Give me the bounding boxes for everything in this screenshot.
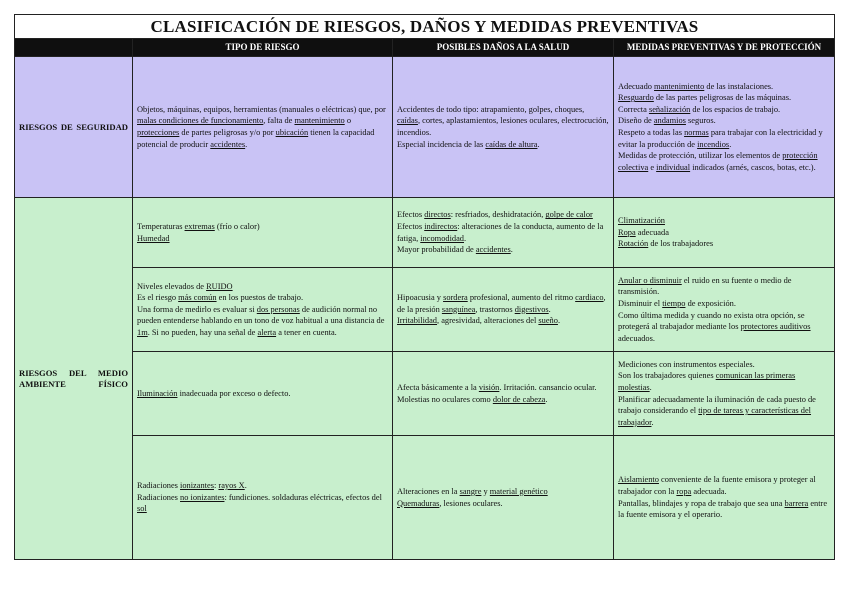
text: : resfriados, deshidratación, — [450, 210, 546, 220]
text-underlined: golpe de calor — [545, 210, 593, 220]
text: . — [548, 304, 551, 314]
text-underlined: accidentes — [210, 139, 246, 149]
text: Pantallas, blindajes y ropa de trabajo que sea una — [618, 498, 785, 508]
text: Accidentes de todo tipo: atrapamiento, golpes, choques, — [397, 104, 585, 114]
text: el ruido en su fuente o medio de transmisión. — [618, 275, 792, 297]
text: Como última medida y cuando no exista otra opción, se protegerá al trabajador mediante los — [618, 310, 805, 332]
text-underlined: Irritabilidad — [397, 316, 437, 326]
text-underlined: mantenimiento — [294, 116, 345, 126]
text-underlined: dos personas — [256, 304, 300, 314]
text: de los trabajadores — [648, 239, 714, 249]
text-underlined: Humedad — [137, 233, 170, 243]
text: indicados (arnés, cascos, botas, etc.). — [690, 162, 816, 172]
text: , falta de — [263, 116, 295, 126]
text: . — [244, 481, 247, 491]
text-underlined: 1m — [137, 327, 148, 337]
cell-medidas — [614, 436, 835, 560]
text: . — [651, 417, 654, 427]
header-blank — [15, 39, 133, 57]
text: a tener en cuenta. — [276, 327, 337, 337]
text: e — [648, 162, 657, 172]
text-underlined: accidentes — [475, 245, 511, 255]
text-underlined: Anular o disminuir — [618, 275, 682, 285]
cell-danos — [393, 436, 614, 560]
text: conveniente de la fuente emisora y proteger al trabajador con la — [618, 475, 816, 496]
text-underlined: sangre — [459, 486, 482, 496]
text: Radiaciones — [137, 492, 181, 502]
text: entre la fuente emisora y el operario. — [618, 498, 828, 520]
text: . — [245, 139, 248, 149]
text: Mediciones con instrumentos especiales. — [618, 359, 755, 369]
text: Correcta — [618, 104, 649, 114]
cell-tipo — [133, 198, 393, 268]
table-row — [15, 352, 835, 436]
header-danos: POSIBLES DAÑOS A LA SALUD — [393, 39, 614, 57]
table-title: CLASIFICACIÓN DE RIESGOS, DAÑOS Y MEDIDAS PREVENTIVAS — [15, 15, 835, 39]
category-ambiente: RIESGOS DEL MEDIO AMBIENTE FÍSICO — [15, 198, 133, 560]
text: adecuada. — [691, 486, 727, 496]
text: tienen la capacidad potencial de producir — [137, 128, 375, 149]
text: . — [510, 245, 513, 255]
category-seguridad: RIESGOS DE SEGURIDAD — [15, 57, 133, 198]
risk-classification-table — [14, 14, 835, 560]
text-underlined: ropa — [676, 486, 692, 496]
text: (frío o calor) — [214, 221, 260, 231]
table-row — [15, 57, 835, 198]
cell-tipo — [133, 268, 393, 352]
text: seguros. — [685, 116, 716, 126]
text-underlined: protectores auditivos — [740, 322, 811, 332]
text: Diseño de — [618, 116, 654, 126]
text: para trabajar con la electricidad y evitar la producción de — [618, 128, 823, 149]
text-underlined: malas condiciones de funcionamiento — [137, 116, 264, 126]
text: de las instalaciones. — [704, 81, 774, 91]
cell-danos — [393, 352, 614, 436]
text: Radiaciones — [137, 481, 181, 491]
text: Una forma de medirlo es evaluar si — [137, 304, 257, 314]
text: . — [545, 394, 548, 404]
cell-tipo — [133, 57, 393, 198]
text: . — [557, 316, 561, 326]
text-underlined: mantenimiento — [654, 81, 705, 91]
text: inadecuada por exceso o defecto. — [177, 388, 291, 398]
text-underlined: sordera — [443, 293, 468, 303]
text-underlined: tipo de tareas y características del trabajador — [618, 406, 812, 427]
text-underlined: sanguínea — [441, 304, 476, 314]
text: Hipoacusia y — [397, 293, 444, 303]
text: Niveles elevados de — [137, 281, 207, 291]
text: de exposición. — [685, 298, 736, 308]
cell-medidas — [614, 352, 835, 436]
text-underlined: sol — [137, 504, 147, 514]
text: profesional, aumento del ritmo — [467, 293, 576, 303]
text-underlined: digestivos — [514, 304, 549, 314]
cell-medidas — [614, 57, 835, 198]
text: Especial incidencia de las — [397, 139, 486, 149]
cell-medidas — [614, 268, 835, 352]
text-underlined: señalización — [648, 104, 691, 114]
text: Medidas de protección, utilizar los elementos de — [618, 151, 783, 161]
cell-medidas — [614, 198, 835, 268]
text: . — [537, 139, 540, 149]
text-underlined: RUIDO — [206, 281, 233, 291]
text-underlined: directos — [424, 210, 451, 220]
text: de partes peligrosas y/o por — [179, 128, 276, 137]
text: : — [214, 481, 219, 491]
text: Objetos, máquinas, equipos, herramientas (manuales o eléctricas) que, por — [137, 104, 386, 114]
text: . Si no pueden, hay una señal de — [147, 327, 258, 337]
text: Respeto a todas las — [618, 128, 685, 137]
text: o — [344, 116, 351, 126]
text-underlined: alerta — [257, 327, 277, 337]
text: de las partes peligrosas de las máquinas. — [653, 93, 792, 103]
text: en los puestos de trabajo. — [216, 293, 304, 303]
text-underlined: andamios — [653, 116, 686, 126]
text-underlined: Quemaduras — [397, 498, 440, 508]
text: . Irritación. cansancio ocular. — [499, 382, 597, 392]
text-underlined: visión — [478, 382, 500, 392]
text: Alteraciones en la — [397, 486, 460, 496]
text: , trastornos — [475, 304, 515, 314]
text-underlined: tiempo — [662, 298, 686, 308]
text-underlined: Climatización — [618, 216, 665, 226]
text: Efectos — [397, 210, 425, 220]
text: : alteraciones de la conducta, aumento de la fatiga, — [397, 221, 604, 243]
text-underlined: caídas — [397, 116, 418, 126]
text-underlined: Rotación — [618, 239, 649, 249]
text: de audición normal no pueden entenderse hablando en un tono de voz habitual a una distancia de — [137, 304, 385, 326]
text-underlined: Aislamiento — [618, 475, 659, 485]
text-underlined: indirectos — [424, 221, 458, 231]
text-underlined: incomodidad — [420, 233, 464, 243]
cell-tipo — [133, 436, 393, 560]
text-underlined: sueño — [538, 316, 558, 326]
text-underlined: incendios — [697, 139, 730, 149]
text: Son los trabajadores quienes — [618, 371, 716, 381]
header-medidas: MEDIDAS PREVENTIVAS Y DE PROTECCIÓN — [614, 39, 835, 57]
text: , lesiones oculares. — [439, 498, 503, 508]
text: Es el riesgo — [137, 293, 179, 303]
text-underlined: extremas — [184, 221, 215, 231]
text-underlined: protecciones — [137, 128, 180, 137]
text: , cortes, aplastamientos, lesiones oculares, electrocución, incendios. — [397, 116, 609, 137]
cell-danos — [393, 268, 614, 352]
text-underlined: Iluminación — [137, 388, 178, 398]
text: de los espacios de trabajo. — [690, 104, 781, 114]
text: . — [649, 382, 652, 392]
text-underlined: ubicación — [275, 128, 309, 137]
text-underlined: normas — [684, 128, 709, 137]
cell-danos — [393, 198, 614, 268]
text: . — [464, 233, 467, 243]
text: Temperaturas — [137, 221, 185, 231]
text: Disminuir el — [618, 298, 663, 308]
text-underlined: ionizantes — [180, 481, 214, 491]
text: : fundiciones. soldaduras eléctricas, efectos del — [224, 492, 382, 502]
text: adecuados. — [618, 333, 655, 343]
text-underlined: más común — [178, 293, 217, 303]
header-row — [15, 39, 835, 57]
header-tipo: TIPO DE RIESGO — [133, 39, 393, 57]
text-underlined: caídas de altura — [485, 139, 538, 149]
table-row — [15, 436, 835, 560]
text-underlined: individual — [656, 162, 691, 172]
text-underlined: comunican las primeras molestias — [618, 371, 796, 392]
text-underlined: Resguardo — [618, 93, 654, 103]
text: y — [481, 486, 490, 496]
text-underlined: no ionizantes — [180, 492, 225, 502]
text-underlined: protección colectiva — [618, 151, 818, 172]
text: Efectos — [397, 221, 425, 231]
text: Planificar adecuadamente la iluminación de cada puesto de trabajo considerando el — [618, 394, 816, 416]
text-underlined: material genético — [489, 486, 548, 496]
text: adecuada — [635, 227, 669, 237]
table-row — [15, 198, 835, 268]
text: . — [729, 139, 732, 149]
text-underlined: barrera — [784, 498, 809, 508]
text: Molestias no oculares como — [397, 394, 493, 404]
text: Mayor probabilidad de — [397, 245, 476, 255]
text: Afecta básicamente a la — [397, 382, 479, 392]
document-page — [14, 14, 834, 560]
text-underlined: dolor de cabeza — [492, 394, 546, 404]
cell-danos — [393, 57, 614, 198]
text-underlined: cardiaco — [575, 293, 604, 303]
table-row — [15, 268, 835, 352]
cell-tipo — [133, 352, 393, 436]
text: Adecuado — [618, 81, 655, 91]
text: , agresividad, alteraciones del — [437, 316, 539, 326]
text-underlined: rayos X — [218, 481, 245, 491]
text-underlined: Ropa — [618, 227, 636, 237]
text: , de la presión — [397, 293, 606, 314]
